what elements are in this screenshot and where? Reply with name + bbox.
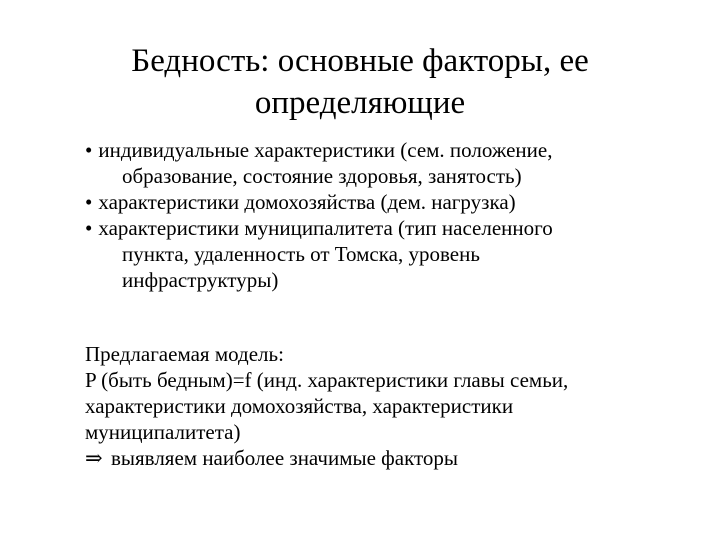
factor-item-line [85,215,685,241]
bullet-icon: • [85,216,93,240]
model-formula-line: муниципалитета) [85,420,241,444]
factor-item-text: индивидуальные характеристики (сем. положение, [98,138,553,162]
factor-item-line [85,137,685,163]
factor-list [85,137,685,293]
bullet-icon: • [85,138,93,162]
model-conclusion-text: выявляем наиболее значимые факторы [111,446,459,470]
factor-item-individual [85,137,685,189]
factor-item-line: инфраструктуры) [122,268,279,292]
title-line-1: Бедность: основные факторы, ее [131,43,589,79]
factor-item-text: характеристики домохозяйства (дем. нагрузка) [98,190,516,214]
slide-title [60,40,660,124]
factor-item-line: образование, состояние здоровья, занятость) [122,164,522,188]
model-heading: Предлагаемая модель: [85,342,284,366]
model-formula-line: характеристики домохозяйства, характеристики [85,394,514,418]
model-formula-line: P (быть бедным)=f (инд. характеристики главы семьи, [85,368,569,392]
title-line-2: определяющие [254,85,466,121]
factor-item-line [85,189,685,215]
factor-item-line: пункта, удаленность от Томска, уровень [122,242,480,266]
proposed-model [85,341,685,471]
factor-item-text: характеристики муниципалитета (тип населенного [98,216,553,240]
model-conclusion [85,445,685,471]
factor-item-household [85,189,685,215]
bullet-icon: • [85,190,93,214]
factor-item-municipality [85,215,685,293]
implies-arrow-icon: ⇒ [85,446,103,470]
